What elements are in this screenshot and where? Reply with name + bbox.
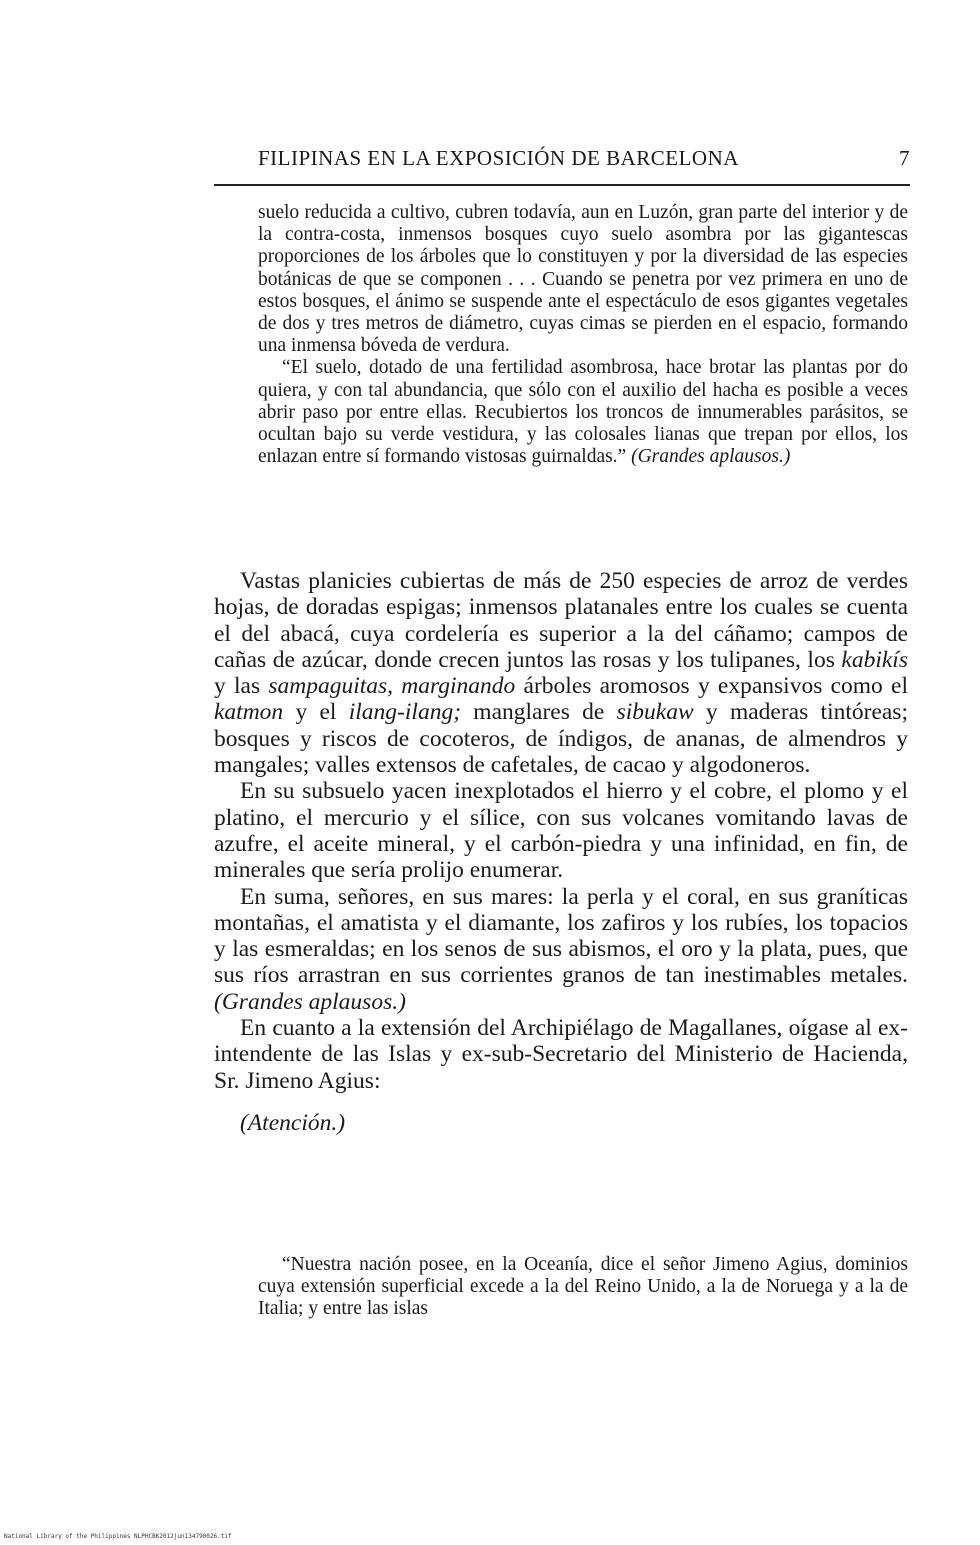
- paragraph-treasures: En suma, señores, en sus mares: la perla y el coral, en sus graníticas montañas, el amatista y el diamante, los zafiros y los rubíes, los topacios y las esmeraldas; en los senos de sus abismos, el oro y la plata, pues, que sus ríos arrastran en sus corrientes granos de tan inestimables metales. (Grandes aplausos.): [214, 883, 908, 1015]
- block-quote-forests: [258, 202, 908, 468]
- quote-paragraph: “Nuestra nación posee, en la Oceanía, dice el señor Jimeno Agius, dominios cuya extensión superficial excede a la del Reino Unido, a la de Noruega y a la de Italia; y entre las islas: [258, 1254, 908, 1320]
- plant-name: katmon: [214, 699, 284, 726]
- attention-note: (Atención.): [240, 1109, 346, 1136]
- plant-name: sampaguitas, marginando: [268, 673, 516, 700]
- quote-text: “El suelo, dotado de una fertilidad asombrosa, hace brotar las plantas por do quiera, y con tal abundancia, que sólo con el auxilio del hacha es posible a veces abrir paso por entre ellas. Recubiertos los troncos de innumerables parásitos, se ocultan bajo su verde vestidura, y las colosales lianas que trepan por ellos, los enlazan entre sí formando vistosas guirnaldas.”: [258, 357, 908, 468]
- page-number: 7: [899, 146, 910, 170]
- quote-paragraph: [258, 357, 908, 468]
- block-quote-jimeno: [258, 1254, 908, 1321]
- paragraph-vegetation: Vastas planicies cubiertas de más de 250 especies de arroz de verdes hojas, de doradas espigas; inmensos platanales entre los cuales se cuenta el del abacá, cuya cordelería es superior a la del cáñamo; campos de cañas de azúcar, donde crecen juntos las rosas y los tulipanes, los kabikís y las sampaguitas, marginando árboles aromosos y expansivos como el katmon y el ilang-ilang; manglares de sibukaw y maderas tintóreas; bosques y riscos de cocoteros, de índigos, de ananas, de almendros y mangales; valles extensos de cafetales, de cacao y algodoneros.: [214, 568, 908, 779]
- applause-note: (Grandes aplausos.): [214, 988, 406, 1015]
- plant-name: kabikís: [841, 646, 908, 673]
- paragraph-extension: En cuanto a la extensión del Archipiélago de Magallanes, oígase al ex-intendente de las Islas y ex-sub-Secretario del Ministerio de Hacienda, Sr. Jimeno Agius:: [214, 1015, 908, 1094]
- header-rule: [214, 184, 910, 186]
- paragraph-minerals: En su subsuelo yacen inexplotados el hierro y el cobre, el plomo y el platino, el mercurio y el sílice, con sus volcanes vomitando lavas de azufre, el aceite mineral, y el carbón-piedra y una infinidad, en fin, de minerales que sería prolijo enumerar.: [214, 778, 908, 884]
- scan-footer: National Library of the Philippines NLPHCBK2012jun134790026.tif: [4, 1533, 232, 1540]
- quote-text: suelo reducida a cultivo, cubren todavía, aun en Luzón, gran parte del interior y de la contra-costa, inmensos bosques cuyo suelo asombra por las gigantescas proporciones de los árboles que lo constituyen y por la diversidad de las especies botánicas de que se componen . . . Cuando se penetra por vez primera en uno de estos bosques, el ánimo se suspende ante el espectáculo de esos gigantes vegetales de dos y tres metros de diámetro, cuyas cimas se pierden en el espacio, formando una inmensa bóveda de verdura.: [258, 202, 908, 357]
- applause-note: (Grandes aplausos.): [631, 446, 791, 468]
- main-text: [214, 568, 908, 1136]
- running-header: [258, 146, 910, 174]
- quote-paragraph: [258, 202, 908, 357]
- plant-name: ilang-ilang;: [348, 699, 462, 726]
- running-title: FILIPINAS EN LA EXPOSICIÓN DE BARCELONA: [258, 146, 739, 170]
- plant-name: sibukaw: [616, 699, 694, 726]
